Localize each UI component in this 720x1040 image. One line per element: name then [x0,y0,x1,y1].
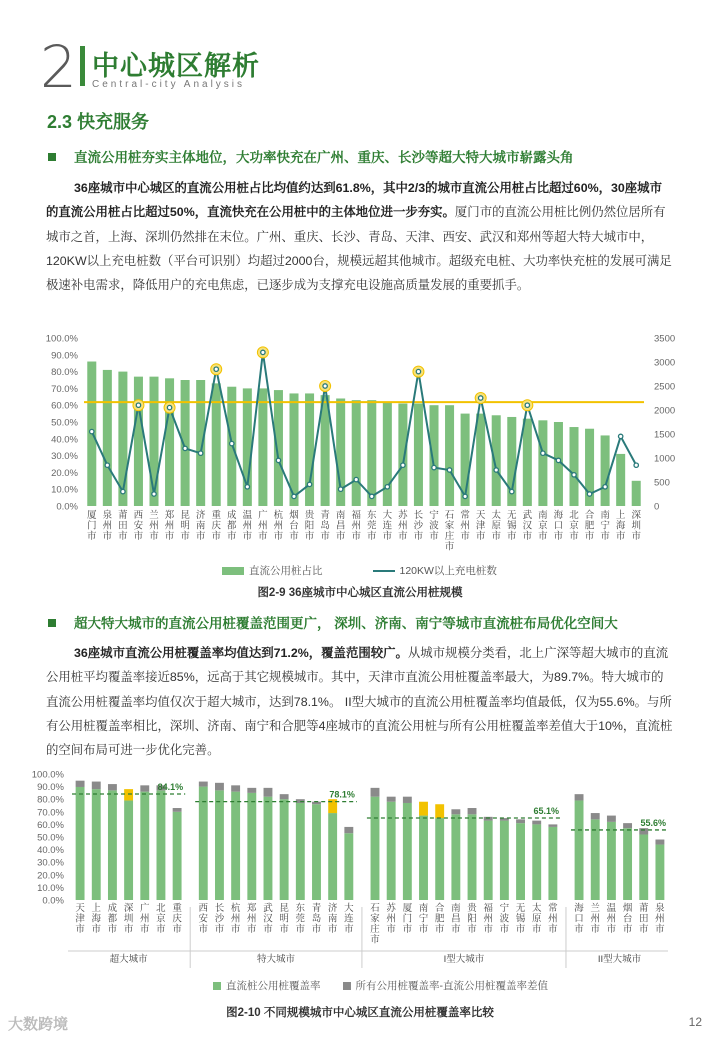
group-average-label: 55.6% [640,817,666,828]
bar-dc-share [196,380,205,506]
x-tick-label: 郑州市 [164,510,175,542]
group-average-label: 78.1% [329,789,355,800]
bar-dc-coverage [328,813,337,900]
x-tick-label: 北京市 [156,903,166,935]
bar-coverage-diff [215,783,224,791]
line-point [478,396,482,400]
x-tick-label: 郑州市 [247,903,257,935]
x-tick-label: 莆田市 [638,903,649,935]
y-tick-label: 20.0% [37,870,64,882]
x-tick-label: 深圳市 [123,903,134,935]
bar-dc-share [414,404,423,506]
bar-coverage-diff [280,794,289,799]
bar-coverage-diff [451,809,460,814]
bar-dc-coverage [371,797,380,900]
bar-dc-share [445,405,454,506]
y-left-tick-label: 50.0% [51,417,78,429]
line-point [603,485,607,489]
bar-dc-share [538,420,547,506]
group-label: 超大城市 [109,954,148,965]
x-tick-label: 贵阳市 [467,903,477,935]
x-tick-label: 广州市 [258,510,268,542]
line-point [432,465,436,469]
bar-dc-coverage [296,803,305,900]
bar-dc-coverage [484,821,493,900]
line-point [136,403,140,407]
x-tick-label: 青岛市 [320,510,330,542]
x-tick-label: 烟台市 [622,903,633,935]
x-tick-label: 兰州市 [590,903,600,935]
bar-dc-share [523,419,532,506]
x-tick-label: 泉州市 [102,510,113,542]
x-tick-label: 海口市 [574,903,584,935]
bar-coverage-diff [124,789,133,800]
y-left-tick-label: 10.0% [51,484,78,496]
bar-dc-coverage [312,804,321,900]
bar-dc-share [103,370,112,506]
y-right-tick-label: 500 [654,477,670,489]
bar-coverage-diff [140,785,149,791]
x-tick-label: 大连市 [344,903,354,935]
paragraph-2-text: 从城市规模分类看，北上广深等超大城市的直流公用桩平均覆盖率接近85%，远高于其它规模城市。其中，天津市直流公用桩覆盖率最大，为89.7%。特大城市的直流公用桩覆盖率均值仅次于超大城市，达到78.1%。 II型大城市的直流公用桩覆盖率均值最低，仅为55.6%。与所有公用桩覆盖率相比，深圳、济南、南宁和合肥等4座城市的直流公用桩与所有公用桩覆盖率差值大于10%，直流桩的空间布局可进一步优化完善。 [46,646,673,758]
bar-dc-share [258,388,267,506]
x-tick-label: 烟台市 [289,510,299,542]
bar-dc-coverage [231,792,240,900]
line-point [338,487,342,491]
bar-dc-coverage [639,834,648,900]
bar-coverage-diff [639,828,648,834]
bar-coverage-diff [92,782,101,790]
y-tick-label: 100.0% [31,769,64,781]
bar-dc-coverage [108,790,117,900]
x-tick-label: 常州市 [548,903,558,935]
line-point [587,492,591,496]
x-tick-label: 大连市 [382,510,393,542]
legend-coverage-swatch [213,982,221,990]
y-tick-label: 10.0% [37,882,64,894]
bar-coverage-diff [387,797,396,802]
y-right-tick-label: 1500 [654,429,676,441]
line-point [121,489,125,493]
line-point [276,458,280,462]
bar-dc-share [367,400,376,506]
x-tick-label: 东莞市 [295,903,306,935]
x-tick-label: 上海市 [91,903,102,935]
y-tick-label: 0.0% [42,895,64,907]
line-point [198,451,202,455]
line-point [245,485,249,489]
x-tick-label: 广州市 [140,903,150,935]
paragraph-2-bold: 36座城市直流公用桩覆盖率均值达到71.2%，覆盖范围较广。 [74,646,408,660]
x-tick-label: 深圳市 [631,510,641,542]
chapter-accent-bar [80,46,85,86]
bar-dc-coverage [451,814,460,900]
bar-dc-coverage [215,790,224,900]
y-tick-label: 80.0% [37,794,64,806]
chapter-title: 中心城区解析 [92,51,260,81]
x-tick-label: 西安市 [133,510,144,542]
bar-dc-share [616,454,625,506]
chapter-number: 2 [40,33,77,101]
bar-dc-coverage [247,793,256,900]
x-tick-label: 青岛市 [311,903,322,935]
bar-dc-coverage [575,800,584,900]
y-left-tick-label: 70.0% [51,383,78,395]
bar-dc-coverage [264,797,273,900]
line-point [307,482,311,486]
bar-dc-coverage [76,787,85,900]
bar-coverage-diff [655,840,664,845]
line-point [323,384,327,388]
paragraph-1-text: 厦门市的直流公用桩比例仍然位居所有城市之首，上海、深圳仍然排在末位。广州、重庆、长沙、青岛、天津、西安、武汉和郑州等超大特大城市中，120KW以上充电桩数（平台可识别）均超过2000台，规模远超其他城市。超级充电桩、大功率快充桩的发展可满足极速补电需求，降低用户的充电焦虑，已逐步成为支撑充电设施高质量发展的重要抓手。 [46,205,672,293]
bar-dc-share [569,427,578,506]
x-tick-label: 合肥市 [434,903,445,935]
line-point [292,494,296,498]
group-label: II型大城市 [597,954,642,965]
chart2-caption: 图2-10 不同规模城市中心城区直流公用桩覆盖率比较 [226,1007,494,1019]
legend-diff-swatch [343,982,351,990]
group-average-label: 84.1% [157,782,184,793]
x-tick-label: 海口市 [553,510,564,542]
group-average-label: 65.1% [533,805,559,816]
line-point [385,485,389,489]
y-left-tick-label: 100.0% [45,333,78,345]
bar-dc-coverage [387,802,396,900]
bar-coverage-diff [548,824,557,827]
bar-coverage-diff [247,788,256,793]
chart1-legend [222,563,497,578]
section-title: 2.3 快充服务 [47,112,150,132]
bar-coverage-diff [575,794,584,800]
x-tick-label: 兰州市 [149,510,159,542]
group-label: 特大城市 [257,954,296,965]
x-tick-label: 宁波市 [499,903,510,935]
bar-dc-coverage [173,812,182,900]
line-point [463,494,467,498]
x-tick-label: 福州市 [483,903,493,935]
x-tick-label: 天津市 [75,903,85,935]
footer-logo: 大数跨境 [8,1016,69,1033]
bar-coverage-diff [173,808,182,812]
bar-coverage-diff [199,782,208,787]
bar-dc-share [352,400,361,506]
line-point [494,468,498,472]
x-tick-label: 济南市 [327,903,338,935]
line-point [354,477,358,481]
y-right-tick-label: 3000 [654,357,676,369]
x-tick-label: 长沙市 [413,510,424,542]
bar-coverage-diff [591,813,600,819]
paragraph-1 [46,176,674,297]
x-tick-label: 太原市 [531,903,542,935]
bullet-text-2: 超大特大城市的直流公用桩覆盖范围更广， 深圳、济南、南宁等城市直流桩布局优化空间大 [74,616,618,631]
chart-coverage-comparison [0,762,720,972]
x-tick-label: 贵阳市 [304,510,315,542]
line-point [634,463,638,467]
bar-dc-share [149,377,158,506]
bullet-square-icon [48,619,56,627]
bar-dc-share [305,393,314,506]
x-tick-label: 武汉市 [263,903,273,935]
x-tick-label: 太原市 [491,510,501,542]
bar-dc-coverage [344,833,353,900]
y-left-tick-label: 20.0% [51,467,78,479]
y-tick-label: 70.0% [37,807,64,819]
bar-dc-share [632,481,641,506]
x-tick-label: 昆明市 [180,510,190,542]
bar-dc-coverage [623,828,632,900]
bar-dc-coverage [140,792,149,900]
x-tick-label: 无锡市 [507,510,517,542]
bar-dc-share [383,402,392,506]
x-tick-label: 无锡市 [515,903,526,935]
line-point [214,367,218,371]
x-tick-label: 厦门市 [87,510,97,542]
x-tick-label: 南昌市 [335,510,346,542]
legend-coverage-label: 直流桩公用桩覆盖率 [226,980,321,992]
y-tick-label: 60.0% [37,819,64,831]
line-point [572,473,576,477]
y-tick-label: 30.0% [37,857,64,869]
line-point [183,446,187,450]
y-right-tick-label: 2000 [654,405,676,417]
chapter-subtitle: Central-city Analysis [92,79,246,90]
bar-dc-share [492,415,501,506]
bullet-text-1: 直流公用桩夯实主体地位，大功率快充在广州、重庆、长沙等超大特大城市崭露头角 [74,150,574,165]
x-tick-label: 上海市 [615,510,626,542]
y-right-tick-label: 1000 [654,453,676,465]
bar-dc-share [134,377,143,506]
x-tick-label: 杭州市 [230,903,241,935]
legend-line-label: 120KW以上充电桩数 [399,565,497,577]
bar-dc-coverage [591,819,600,900]
y-right-tick-label: 3500 [654,333,676,345]
line-point [525,403,529,407]
bar-coverage-diff [108,784,117,790]
line-point [541,451,545,455]
x-tick-label: 南京市 [538,510,548,542]
y-tick-label: 90.0% [37,782,64,794]
x-tick-label: 常州市 [460,510,470,542]
bullet-heading-2 [48,612,668,632]
line-point [152,492,156,496]
bar-dc-coverage [532,824,541,900]
x-tick-label: 莆田市 [118,510,128,542]
y-left-tick-label: 90.0% [51,350,78,362]
bar-dc-coverage [655,845,664,900]
bar-coverage-diff [231,785,240,791]
bar-coverage-diff [371,788,380,797]
x-tick-label: 重庆市 [211,510,221,542]
x-tick-label: 重庆市 [172,903,182,935]
line-point [556,458,560,462]
bar-dc-share [429,405,438,506]
bar-dc-share [274,390,283,506]
y-tick-label: 40.0% [37,845,64,857]
x-tick-label: 北京市 [569,510,579,542]
line-point [416,369,420,373]
bar-dc-coverage [92,789,101,900]
bar-dc-share [398,404,407,506]
x-tick-label: 南宁市 [418,903,429,935]
chart1-caption: 图2-9 36座城市中心城区直流公用桩规模 [257,587,463,599]
y-left-tick-label: 30.0% [51,451,78,463]
paragraph-1-bold: 36座城市中心城区的直流公用桩占比均值约达到61.8%，其中2/3的城市直流公用桩占比超过60%，30座城市的直流公用桩占比超过50%，直流快充在公用桩中的主体地位进一步夯实。 [46,181,662,220]
bar-dc-coverage [280,799,289,900]
x-tick-label: 苏州市 [398,510,408,542]
x-tick-label: 福州市 [351,510,361,542]
y-right-tick-label: 0 [654,501,660,513]
bar-dc-coverage [419,816,428,900]
x-tick-label: 武汉市 [522,510,533,542]
bar-dc-coverage [435,818,444,900]
chart-dc-public-pile-scale [0,328,720,578]
bullet-heading-1 [48,146,668,166]
x-tick-label: 杭州市 [273,510,284,542]
bar-dc-share [181,380,190,506]
x-tick-label: 合肥市 [584,510,595,542]
legend-diff-label: 所有公用桩覆盖率-直流公用桩覆盖率差值 [355,980,548,992]
bar-dc-share [601,435,610,506]
bar-coverage-diff [419,802,428,816]
bar-dc-share [476,414,485,506]
x-tick-label: 长沙市 [214,903,225,935]
line-point [90,429,94,433]
line-point [105,463,109,467]
x-tick-label: 南昌市 [451,903,461,935]
bar-coverage-diff [468,808,477,814]
x-tick-label: 成都市 [227,510,237,542]
line-point [370,494,374,498]
x-tick-label: 天津市 [475,510,486,542]
bullet-square-icon [48,153,56,161]
y-tick-label: 50.0% [37,832,64,844]
bar-coverage-diff [623,823,632,828]
bar-coverage-diff [435,804,444,818]
y-left-tick-label: 40.0% [51,434,78,446]
x-tick-label: 成都市 [107,903,118,935]
y-left-tick-label: 60.0% [51,400,78,412]
x-tick-label: 泉州市 [655,903,665,935]
y-right-tick-label: 2500 [654,381,676,393]
x-tick-label: 苏州市 [386,903,396,935]
bar-dc-coverage [468,814,477,900]
bar-dc-coverage [516,823,525,900]
legend-bar-swatch [222,567,244,575]
line-point [230,441,234,445]
line-point [167,405,171,409]
page-number: 12 [688,1015,702,1029]
bar-coverage-diff [344,827,353,833]
legend-bar-label: 直流公用桩占比 [249,565,323,577]
y-left-tick-label: 0.0% [56,501,78,513]
line-point [510,489,514,493]
bar-dc-coverage [548,827,557,900]
bar-coverage-diff [403,797,412,803]
line-point [447,468,451,472]
x-tick-label: 西安市 [198,903,209,935]
x-tick-label: 昆明市 [279,903,289,935]
x-tick-label: 厦门市 [402,903,413,935]
x-tick-label: 石家庄市 [370,903,380,946]
group-label: I型大城市 [443,954,485,965]
bar-dc-coverage [607,822,616,900]
x-tick-label: 温州市 [242,510,253,542]
bar-dc-coverage [199,787,208,900]
line-point [618,434,622,438]
bar-coverage-diff [607,816,616,822]
line-point [261,350,265,354]
bar-coverage-diff [516,819,525,823]
x-tick-label: 温州市 [606,903,617,935]
x-tick-label: 石家庄市 [444,510,455,553]
x-tick-label: 宁波市 [429,510,439,542]
bar-coverage-diff [76,781,85,787]
bar-dc-coverage [156,790,165,900]
bar-dc-coverage [500,821,509,900]
legend-line-swatch [373,570,395,572]
x-tick-label: 济南市 [195,510,206,542]
y-left-tick-label: 80.0% [51,367,78,379]
x-tick-label: 南宁市 [600,510,610,542]
bar-coverage-diff [532,821,541,825]
chart2-legend [213,978,548,993]
bar-dc-share [165,378,174,506]
x-tick-label: 东莞市 [367,510,377,542]
bar-dc-coverage [124,800,133,900]
bar-coverage-diff [264,788,273,797]
line-point [401,463,405,467]
paragraph-2 [46,641,674,762]
